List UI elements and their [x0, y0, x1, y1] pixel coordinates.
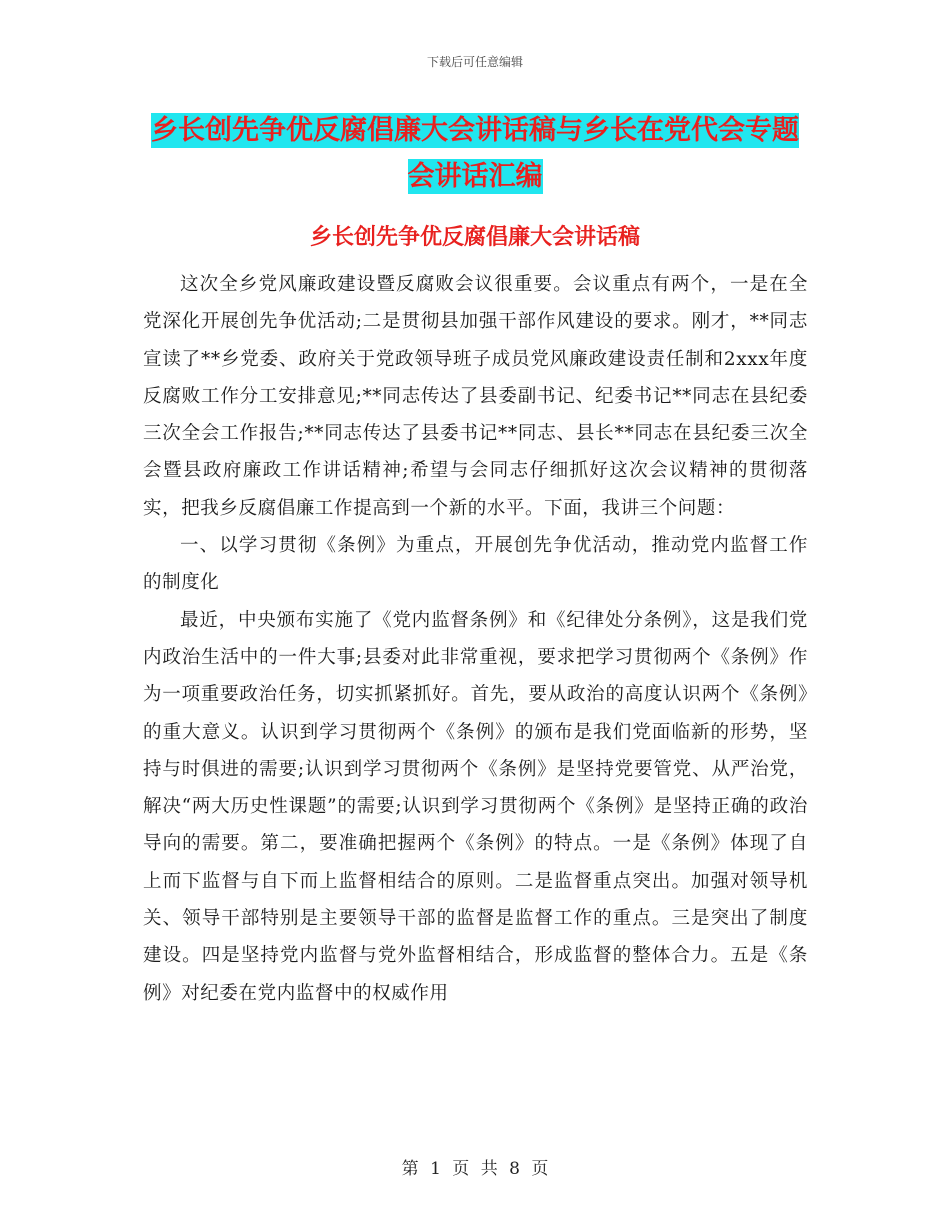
paragraph: 一、以学习贯彻《条例》为重点，开展创先争优活动，推动党内监督工作的制度化 [143, 535, 808, 594]
header-note: 下载后可任意编辑 [426, 55, 523, 69]
document-title-text: 乡长创先争优反腐倡廉大会讲话稿与乡长在党代会专题会讲话汇编 [151, 115, 799, 192]
paragraph: 最近，中央颁布实施了《党内监督条例》和《纪律处分条例》，这是我们党内政治生活中的一件大事;县委对此非常重视，要求把学习贯彻两个《条例》作为一项重要政治任务，切实抓紧抓好。首先，要从政治的高度认识两个《条例》的重大意义。认识到学习贯彻两个《条例》的颁布是我们党面临新的形势，坚持与时俱进的需要;认识到学习贯彻两个《条例》是坚持党要管党、从严治党，解决“两大历史性课题”的需要;认识到学习贯彻两个《条例》是坚持正确的政治导向的需要。第二，要准确把握两个《条例》的特点。一是《条例》体现了自上而下监督与自下而上监督相结合的原则。二是监督重点突出。加强对领导机关、领导干部特别是主要领导干部的监督是监督工作的重点。三是突出了制度建设。四是坚持党内监督与党外监督相结合，形成监督的整体合力。五是《条例》对纪委在党内监督中的权威作用 [143, 609, 808, 1004]
document-body [143, 266, 808, 1012]
section-title: 乡长创先争优反腐倡廉大会讲话稿 [309, 225, 640, 250]
document-title [140, 108, 810, 200]
paragraph: 这次全乡党风廉政建设暨反腐败会议很重要。会议重点有两个，一是在全党深化开展创先争优活动;二是贯彻县加强干部作风建设的要求。刚才，**同志宣读了**乡党委、政府关于党政领导班子成员党风廉政建设责任制和2xxx年度反腐败工作分工安排意见;**同志传达了县委副书记、纪委书记**同志在县纪委三次全会工作报告;**同志传达了县委书记**同志、县长**同志在县纪委三次全会暨县政府廉政工作讲话精神;希望与会同志仔细抓好这次会议精神的贯彻落实，把我乡反腐倡廉工作提高到一个新的水平。下面，我讲三个问题： [143, 274, 808, 519]
page-footer: 第 1 页 共 8 页 [401, 1159, 549, 1179]
